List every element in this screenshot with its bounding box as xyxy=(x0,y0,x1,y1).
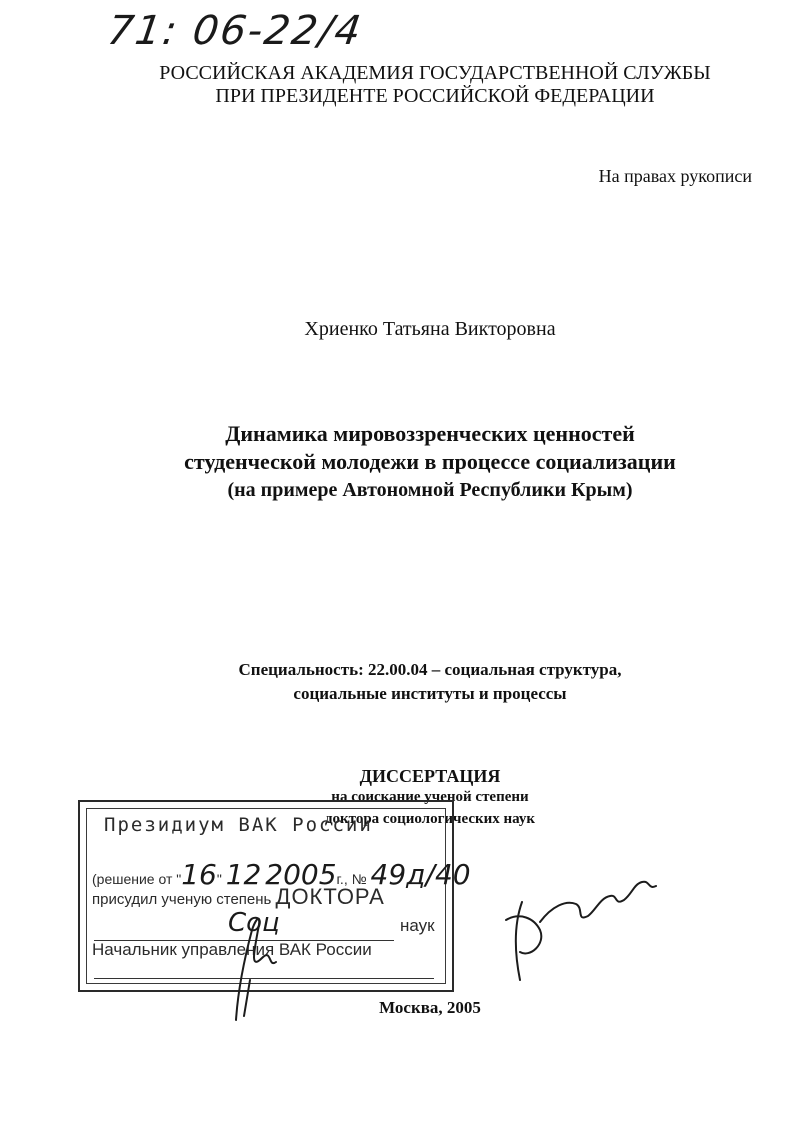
stamp-nauk: наук xyxy=(400,916,435,935)
author-signature xyxy=(506,882,656,980)
stamp-year-suffix: г., № xyxy=(336,871,367,887)
handwritten-catalog-number: 71: 06-22/4 xyxy=(104,8,366,54)
dissertation-degree-line-2: доктора социологических наук xyxy=(324,811,536,827)
stamp-number: 49д/40 xyxy=(370,858,471,891)
stamp-month: 12 xyxy=(225,858,262,891)
stamp-decision-row: (решение от "16" 12 2005г., № 49д/40 xyxy=(92,858,471,891)
stamp-year: 2005 xyxy=(265,858,337,891)
organization-line-1: РОССИЙСКАЯ АКАДЕМИЯ ГОСУДАРСТВЕННОЙ СЛУЖБЫ xyxy=(159,62,711,84)
title-line-1: Динамика мировоззренческих ценностей xyxy=(225,421,635,446)
title-line-3: (на примере Автономной Республики Крым) xyxy=(227,479,633,501)
specialty-line-1: Специальность: 22.00.04 – социальная структура, xyxy=(238,660,622,679)
stamp-title: Президиум ВАК России xyxy=(104,814,373,836)
stamp-degree: ДОКТОРА xyxy=(275,884,385,909)
title-line-2: студенческой молодежи в процессе социализации xyxy=(184,449,676,474)
stamp-decision-prefix: (решение от " xyxy=(92,871,182,887)
author-name: Хриенко Татьяна Викторовна xyxy=(304,318,556,340)
stamp-day: 16 xyxy=(181,858,217,891)
dissertation-heading: ДИССЕРТАЦИЯ xyxy=(359,766,501,786)
stamp-granted-prefix: присудил ученую степень xyxy=(92,891,272,908)
dissertation-degree-line-1: на соискание ученой степени xyxy=(331,789,529,805)
city-year: Москва, 2005 xyxy=(379,998,481,1017)
stamp-head: Начальник управления ВАК России xyxy=(92,940,372,959)
organization-line-2: ПРИ ПРЕЗИДЕНТЕ РОССИЙСКОЙ ФЕДЕРАЦИИ xyxy=(215,85,655,107)
specialty-line-2: социальные институты и процессы xyxy=(293,684,567,703)
stamp-science: Соц xyxy=(228,908,280,938)
manuscript-rights: На правах рукописи xyxy=(598,166,752,186)
